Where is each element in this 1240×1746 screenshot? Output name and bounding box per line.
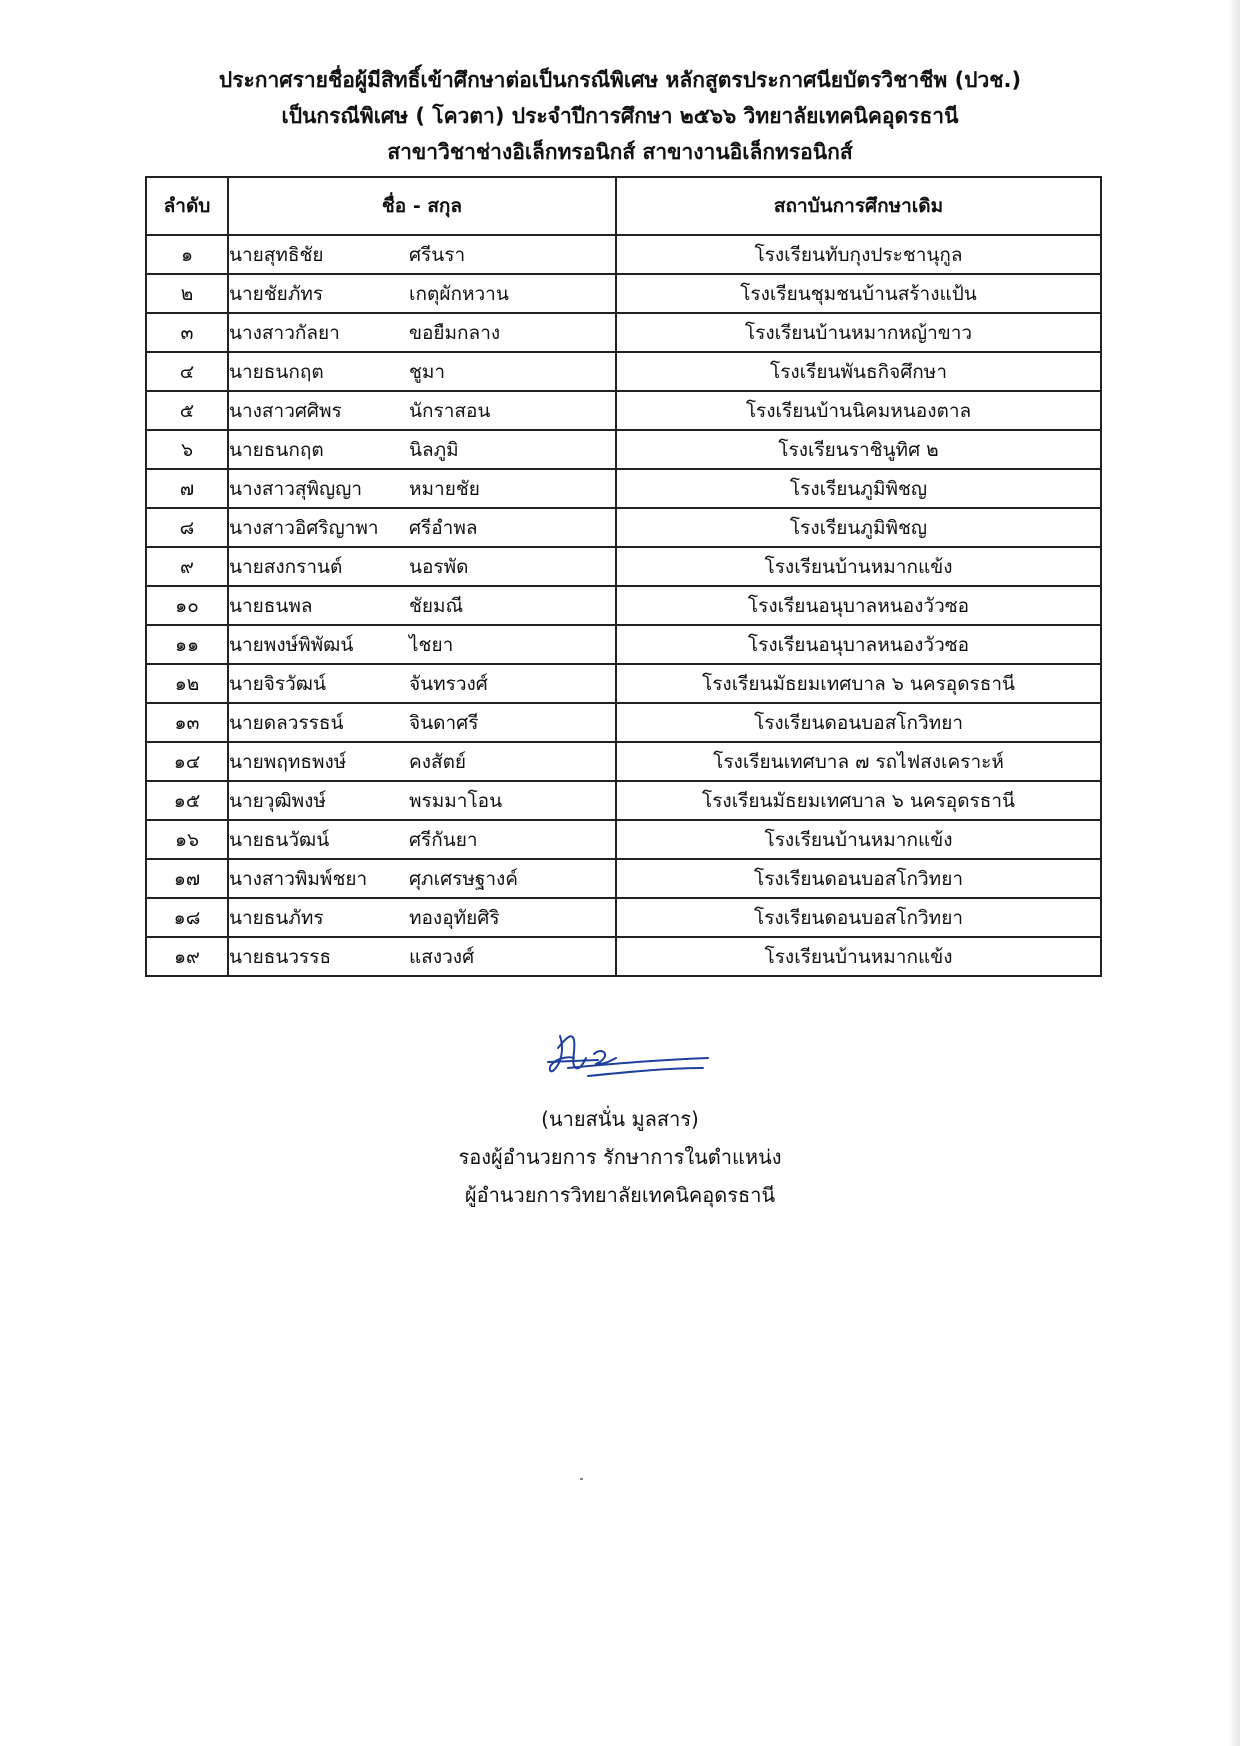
table-row [146,898,1101,937]
student-last-name: คงสัตย์ [409,750,467,773]
student-name-cell [228,703,616,742]
student-first-name: นายชัยภัทร [229,282,324,305]
student-name-cell [228,274,616,313]
student-name-cell [228,352,616,391]
row-number: ๑๓ [146,703,228,742]
column-header-number: ลำดับ [146,177,228,235]
student-last-name: ศรีนรา [409,243,466,266]
row-number: ๑ [146,235,228,274]
table-row [146,430,1101,469]
student-last-name: ศรีอำพล [409,516,478,539]
student-name-cell [228,547,616,586]
student-last-name: ไชยา [409,633,454,656]
signatory-name: (นายสนั่น มูลสาร) [541,1107,699,1131]
row-number: ๗ [146,469,228,508]
student-last-name: นักราสอน [409,399,491,422]
student-first-name: นายธนวรรธ [229,945,332,968]
previous-school: โรงเรียนดอนบอสโกวิทยา [616,703,1101,742]
student-name-cell [228,625,616,664]
student-first-name: นายพงษ์พิพัฒน์ [229,633,354,656]
signatory-block [0,1100,1240,1214]
previous-school: โรงเรียนทับกุงประชานุกูล [616,235,1101,274]
row-number: ๔ [146,352,228,391]
scan-speck [580,1478,583,1480]
student-last-name: ศรีกันยา [409,828,478,851]
previous-school: โรงเรียนดอนบอสโกวิทยา [616,859,1101,898]
student-first-name: นายสงกรานต์ [229,555,343,578]
table-row [146,391,1101,430]
signatory-position-line-1: รองผู้อำนวยการ รักษาการในตำแหน่ง [458,1145,782,1169]
row-number: ๑๔ [146,742,228,781]
student-name-cell [228,313,616,352]
student-last-name: แสงวงศ์ [409,945,475,968]
student-first-name: นายธนกฤต [229,438,324,461]
table-row [146,664,1101,703]
student-first-name: นายธนกฤต [229,360,324,383]
announcement-header [0,62,1240,170]
student-first-name: นางสาวศศิพร [229,399,342,422]
student-name-cell [228,898,616,937]
student-last-name: จินดาศรี [409,711,479,734]
column-header-school: สถาบันการศึกษาเดิม [616,177,1101,235]
student-first-name: นางสาวพิมพ์ชยา [229,867,368,890]
table-row [146,547,1101,586]
signatory-position-line-2: ผู้อำนวยการวิทยาลัยเทคนิคอุดรธานี [464,1183,776,1207]
row-number: ๑๐ [146,586,228,625]
previous-school: โรงเรียนอนุบาลหนองวัวซอ [616,625,1101,664]
student-first-name: นางสาวอิศริญาพา [229,516,379,539]
previous-school: โรงเรียนบ้านหมากแข้ง [616,820,1101,859]
student-first-name: นายธนภัทร [229,906,324,929]
signature-image [528,1018,718,1088]
previous-school: โรงเรียนชุมชนบ้านสร้างแป้น [616,274,1101,313]
student-first-name: นายสุทธิชัย [229,243,324,266]
student-first-name: นายพฤทธพงษ์ [229,750,347,773]
student-last-name: ชัยมณี [409,594,464,617]
table-row [146,469,1101,508]
student-first-name: นายธนพล [229,594,313,617]
table-row [146,235,1101,274]
row-number: ๕ [146,391,228,430]
previous-school: โรงเรียนบ้านหมากหญ้าขาว [616,313,1101,352]
previous-school: โรงเรียนมัธยมเทศบาล ๖ นครอุดรธานี [616,664,1101,703]
student-last-name: เกตุผักหวาน [409,282,509,305]
previous-school: โรงเรียนเทศบาล ๗ รถไฟสงเคราะห์ [616,742,1101,781]
table-row [146,820,1101,859]
student-name-cell [228,820,616,859]
column-header-name: ชื่อ - สกุล [228,177,616,235]
table-row [146,703,1101,742]
table-row [146,352,1101,391]
row-number: ๑๗ [146,859,228,898]
table-row [146,508,1101,547]
table-row [146,274,1101,313]
previous-school: โรงเรียนภูมิพิชญ [616,469,1101,508]
student-last-name: หมายชัย [409,477,480,500]
table-header-row [146,177,1101,235]
row-number: ๑๕ [146,781,228,820]
student-last-name: ชูมา [409,360,446,383]
header-title-line-2: เป็นกรณีพิเศษ ( โควตา) ประจำปีการศึกษา ๒๕๖๖ วิทยาลัยเทคนิคอุดรธานี [281,104,959,128]
student-last-name: ศุภเศรษฐางค์ [409,867,519,890]
student-name-cell [228,664,616,703]
table-row [146,937,1101,976]
student-name-cell [228,508,616,547]
row-number: ๑๙ [146,937,228,976]
row-number: ๒ [146,274,228,313]
row-number: ๑๘ [146,898,228,937]
table-row [146,625,1101,664]
student-name-cell [228,586,616,625]
row-number: ๓ [146,313,228,352]
previous-school: โรงเรียนมัธยมเทศบาล ๖ นครอุดรธานี [616,781,1101,820]
student-last-name: ขอยืมกลาง [409,321,501,344]
student-first-name: นายธนวัฒน์ [229,828,330,851]
table-row [146,859,1101,898]
student-name-cell [228,391,616,430]
student-last-name: พรมมาโอน [409,789,503,812]
header-title-line-1: ประกาศรายชื่อผู้มีสิทธิ์เข้าศึกษาต่อเป็นกรณีพิเศษ หลักสูตรประกาศนียบัตรวิชาชีพ (ปวช.) [218,68,1022,92]
row-number: ๘ [146,508,228,547]
previous-school: โรงเรียนอนุบาลหนองวัวซอ [616,586,1101,625]
student-first-name: นายดลวรรธน์ [229,711,344,734]
page-edge-shadow [1228,0,1240,1746]
previous-school: โรงเรียนบ้านหมากแข้ง [616,937,1101,976]
student-name-cell [228,235,616,274]
student-last-name: นอรพัด [409,555,469,578]
table-row [146,313,1101,352]
previous-school: โรงเรียนพันธกิจศึกษา [616,352,1101,391]
row-number: ๖ [146,430,228,469]
previous-school: โรงเรียนดอนบอสโกวิทยา [616,898,1101,937]
row-number: ๑๑ [146,625,228,664]
student-first-name: นางสาวกัลยา [229,321,340,344]
student-name-cell [228,781,616,820]
table-row [146,586,1101,625]
header-title-line-3: สาขาวิชาช่างอิเล็กทรอนิกส์ สาขางานอิเล็กทรอนิกส์ [387,140,853,164]
previous-school: โรงเรียนภูมิพิชญ [616,508,1101,547]
student-name-cell [228,937,616,976]
previous-school: โรงเรียนราชินูทิศ ๒ [616,430,1101,469]
student-last-name: ทองอุทัยศิริ [409,906,500,929]
student-name-cell [228,469,616,508]
student-name-cell [228,859,616,898]
table-row [146,742,1101,781]
student-roster-table [145,176,1102,977]
student-name-cell [228,430,616,469]
row-number: ๑๒ [146,664,228,703]
previous-school: โรงเรียนบ้านหมากแข้ง [616,547,1101,586]
row-number: ๑๖ [146,820,228,859]
student-first-name: นางสาวสุพิญญา [229,477,363,500]
previous-school: โรงเรียนบ้านนิคมหนองตาล [616,391,1101,430]
student-last-name: นิลภูมิ [409,438,459,461]
student-first-name: นายวุฒิพงษ์ [229,789,326,812]
table-row [146,781,1101,820]
student-last-name: จันทรวงศ์ [409,672,488,695]
student-first-name: นายจิรวัฒน์ [229,672,326,695]
row-number: ๙ [146,547,228,586]
student-name-cell [228,742,616,781]
